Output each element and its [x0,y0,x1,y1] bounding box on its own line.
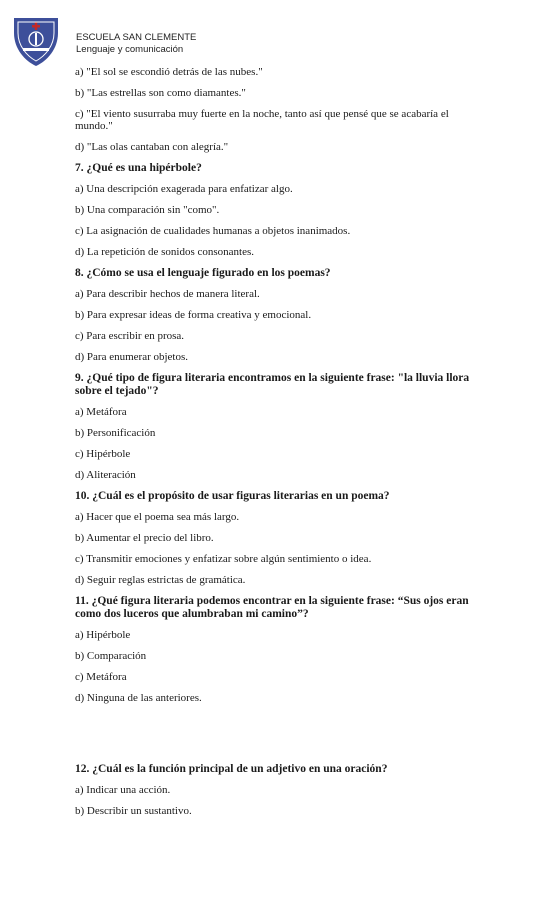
question-text: 9. ¿Qué tipo de figura literaria encontramos en la siguiente frase: "la lluvia llora sobre el tejado"? [75,372,470,397]
answer-option: c) Para escribir en prosa. [75,330,185,342]
question-10 [75,490,475,586]
question-12 [75,763,475,817]
answer-option: b) Personificación [75,427,156,439]
answer-option: d) Ninguna de las anteriores. [75,692,202,704]
school-name: ESCUELA SAN CLEMENTE [76,32,197,43]
answer-option: d) Para enumerar objetos. [75,351,189,363]
page-header [0,0,546,66]
question-9 [75,372,475,481]
answer-option: a) Una descripción exagerada para enfatizar algo. [75,183,293,195]
answer-option: c) La asignación de cualidades humanas a objetos inanimados. [75,225,351,237]
question-text: 12. ¿Cuál es la función principal de un adjetivo en una oración? [75,763,388,775]
answer-option: a) Indicar una acción. [75,784,171,796]
subject-name: Lenguaje y comunicación [76,44,184,55]
answer-option: b) Comparación [75,650,147,662]
answer-option: d) La repetición de sonidos consonantes. [75,246,255,258]
answer-option: c) Transmitir emociones y enfatizar sobre algún sentimiento o idea. [75,553,372,565]
question-8 [75,267,475,363]
question-text: 8. ¿Cómo se usa el lenguaje figurado en los poemas? [75,267,331,279]
answer-option: c) "El viento susurraba muy fuerte en la noche, tanto así que pensé que se acabaría el mundo." [75,108,449,132]
answer-option: b) Aumentar el precio del libro. [75,532,214,544]
question-text: 10. ¿Cuál es el propósito de usar figuras literarias en un poema? [75,490,390,502]
school-crest-logo [13,17,59,67]
answer-option: b) Para expresar ideas de forma creativa y emocional. [75,309,312,321]
question-text: 11. ¿Qué figura literaria podemos encontrar en la siguiente frase: “Sus ojos eran como dos luceros que alumbraban mi camino”? [75,595,469,620]
answer-option: a) Metáfora [75,406,127,418]
answer-option: b) "Las estrellas son como diamantes." [75,87,246,99]
answer-option: a) Hacer que el poema sea más largo. [75,511,240,523]
blank-space [75,713,475,763]
question-text: 7. ¿Qué es una hipérbole? [75,162,202,174]
answer-option: a) "El sol se escondió detrás de las nubes." [75,66,263,78]
answer-option: d) "Las olas cantaban con alegría." [75,141,229,153]
answer-option: d) Aliteración [75,469,136,481]
answer-option: b) Una comparación sin "como". [75,204,220,216]
question-7 [75,162,475,258]
answer-option: a) Para describir hechos de manera literal. [75,288,260,300]
quiz-content [75,66,475,826]
answer-option: c) Hipérbole [75,448,131,460]
answer-option: b) Describir un sustantivo. [75,805,192,817]
answer-option: d) Seguir reglas estrictas de gramática. [75,574,246,586]
answer-option: c) Metáfora [75,671,127,683]
answer-option: a) Hipérbole [75,629,131,641]
question-11 [75,595,475,704]
q6-options-block [75,66,475,153]
